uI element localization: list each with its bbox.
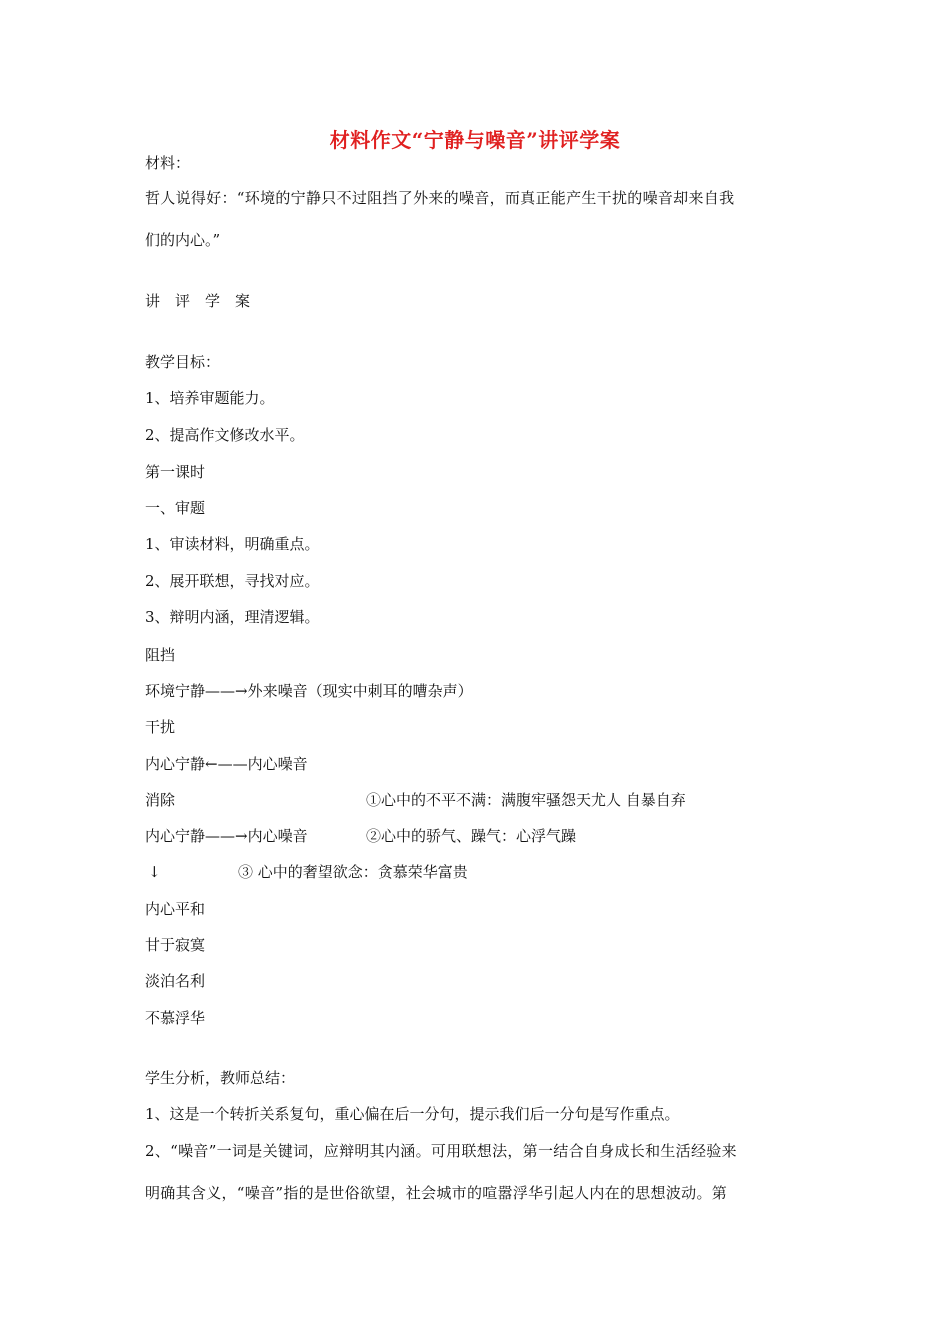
down-arrow-icon: ↓: [148, 863, 161, 881]
diagram-note-3: ③ 心中的奢望欲念：贪慕荣华富贵: [238, 863, 468, 881]
diagram-result-3: 淡泊名利: [145, 972, 206, 990]
diagram-row-2: 内心宁静←——内心噪音: [145, 755, 308, 773]
goal-2: 2、提高作文修改水平。: [145, 426, 305, 444]
step-1: 1、审读材料，明确重点。: [145, 535, 320, 553]
diagram-result-1: 内心平和: [145, 900, 206, 918]
lesson-label: 第一课时: [145, 463, 206, 481]
diagram-note-2: ②心中的骄气、躁气：心浮气躁: [366, 827, 577, 845]
quote-line-2: 们的内心。”: [145, 231, 221, 249]
document-title: 材料作文“宁静与噪音”讲评学案: [329, 128, 621, 152]
material-label: 材料：: [145, 154, 191, 172]
diagram-row-3: 内心宁静——→内心噪音: [145, 827, 308, 845]
diagram-result-2: 甘于寂寞: [145, 936, 206, 954]
summary-1: 1、这是一个转折关系复句，重心偏在后一分句，提示我们后一分句是写作重点。: [145, 1105, 680, 1123]
diagram-result-4: 不慕浮华: [145, 1009, 206, 1027]
quote-line-1: 哲人说得好：“环境的宁静只不过阻挡了外来的噪音，而真正能产生干扰的噪音却来自我: [145, 189, 735, 207]
step-2: 2、展开联想，寻找对应。: [145, 572, 320, 590]
diagram-interfere-label: 干扰: [145, 718, 176, 736]
diagram-row-1: 环境宁静——→外来噪音（现实中刺耳的嘈杂声）: [145, 682, 473, 700]
diagram-note-1: ①心中的不平不满：满腹牢骚怨天尤人 自暴自弃: [366, 791, 686, 809]
diagram-block-label: 阻挡: [145, 646, 176, 664]
summary-label: 学生分析，教师总结：: [145, 1069, 296, 1087]
step-heading: 一、审题: [145, 499, 206, 517]
section-heading: 讲 评 学 案: [145, 292, 251, 310]
step-3: 3、辩明内涵，理清逻辑。: [145, 608, 320, 626]
goals-label: 教学目标：: [145, 353, 221, 371]
summary-2-line-2: 明确其含义，“噪音”指的是世俗欲望，社会城市的喧嚣浮华引起人内在的思想波动。第: [145, 1184, 728, 1202]
diagram-eliminate-label: 消除: [145, 791, 176, 809]
goal-1: 1、培养审题能力。: [145, 389, 275, 407]
summary-2-line-1: 2、“噪音”一词是关键词，应辩明其内涵。可用联想法，第一结合自身成长和生活经验来: [145, 1142, 737, 1160]
